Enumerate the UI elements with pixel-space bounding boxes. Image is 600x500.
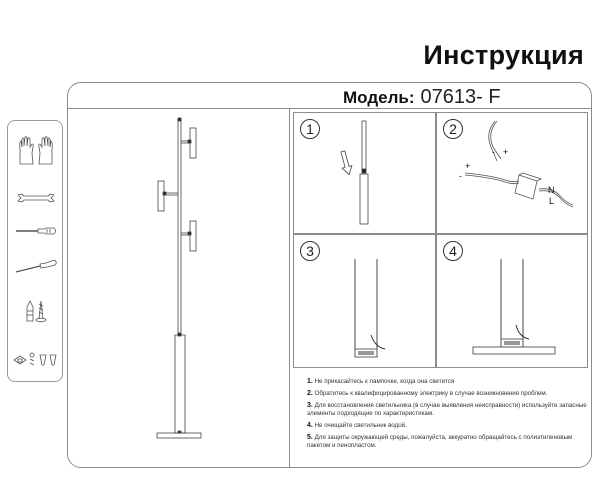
note-item: 2. Обратитесь к квалифицированному электрику в случае возникновения проблем. (307, 390, 548, 397)
gloves-icon (8, 135, 64, 165)
step-1-panel (293, 112, 436, 234)
header-divider (67, 108, 592, 109)
screwdriver-phillips-icon (8, 259, 64, 273)
step-2-panel (436, 112, 588, 234)
wrench-icon (8, 193, 64, 203)
fasteners-icon (8, 351, 64, 367)
insert-rod-diagram (338, 119, 378, 229)
step-4-panel (436, 234, 588, 368)
note-item: 3. Для восстановления светильника (в случае выявления неисправности) используйте запасные элементы подходящие по характеристикам. (307, 402, 587, 417)
wire-label-minus-left: - (459, 171, 462, 181)
screwdriver-flat-icon (8, 227, 64, 235)
step-number: 3 (300, 241, 320, 261)
step-number: 2 (443, 119, 463, 139)
document-title: Инструкция (423, 40, 584, 70)
step-3-panel (293, 234, 436, 368)
note-item: 4. Не очищайте светильник водой. (307, 422, 407, 429)
wiring-diagram (457, 117, 582, 217)
vertical-divider (289, 108, 290, 468)
wire-label-plus-left: + (465, 161, 471, 171)
tools-panel (7, 120, 63, 382)
step-number: 1 (300, 119, 320, 139)
note-item: 5. Для защиты окружающей среды, пожалуйста, аккуратно обращайтесь с полиэтиленовым пакетом и пенопластом. (307, 434, 573, 449)
base-plate-diagram (471, 257, 561, 362)
anchor-screw-icon (8, 299, 64, 323)
wire-label-n: N (548, 185, 555, 195)
wire-label-l: L (549, 196, 555, 206)
note-item: 1. Не прикасайтесь к лампочке, когда она светится (307, 378, 455, 385)
wire-label-plus-top: + (503, 147, 509, 157)
step-number: 4 (443, 241, 463, 261)
wire-label-minus-top: - (492, 147, 495, 157)
model-line (343, 86, 501, 109)
model-label: Модель: (343, 88, 415, 107)
floor-lamp-illustration (150, 115, 220, 445)
column-cable-diagram (349, 257, 399, 362)
model-value: 07613- F (420, 86, 501, 108)
safety-notes (307, 378, 587, 454)
